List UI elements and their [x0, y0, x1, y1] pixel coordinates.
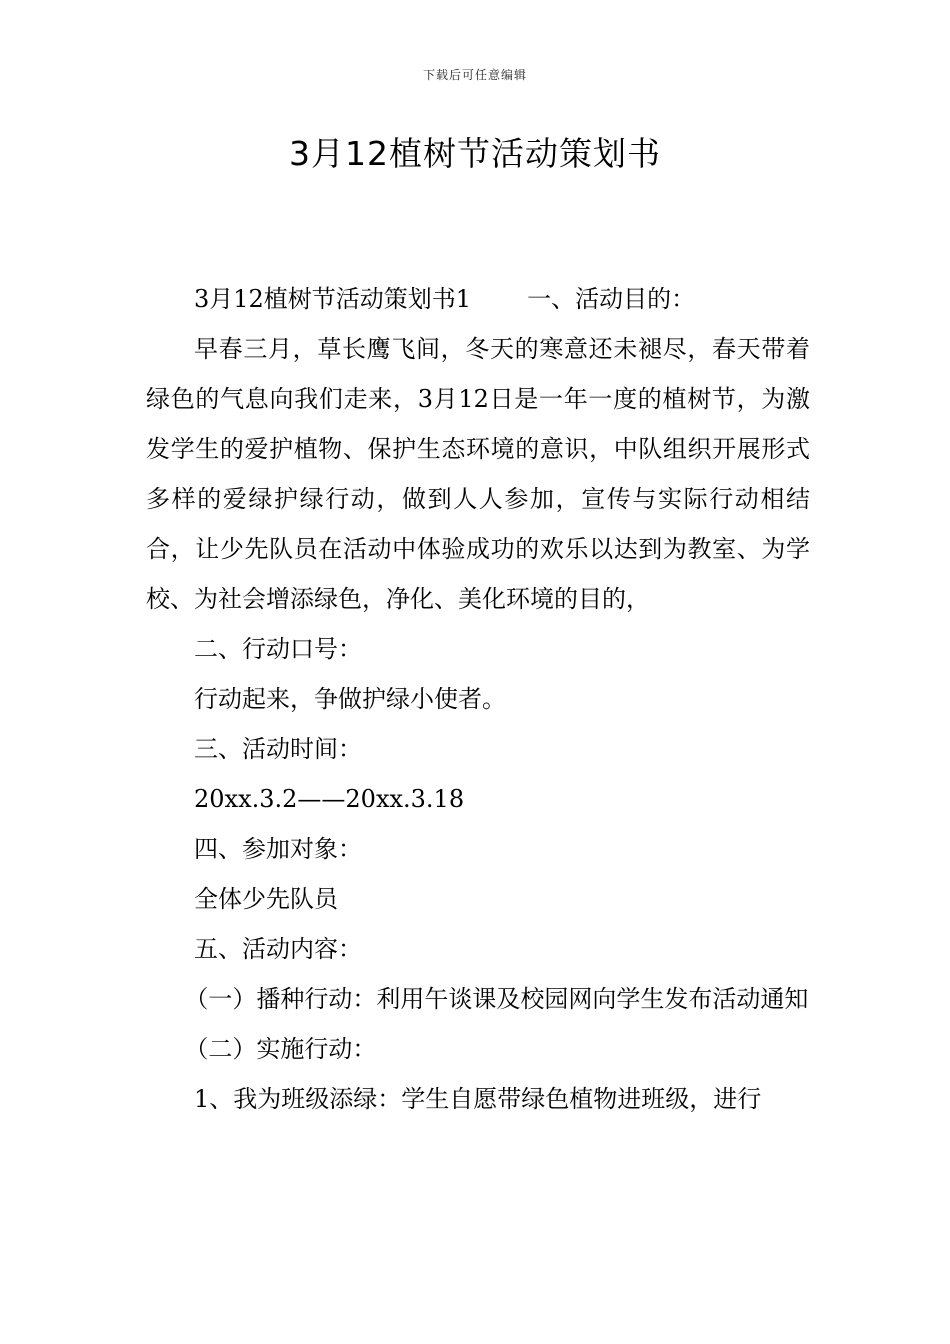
section-heading-content: 五、活动内容： [194, 935, 362, 963]
intro-line [146, 274, 810, 324]
paragraph-purpose: 早春三月，草长鹰飞间，冬天的寒意还未褪尽，春天带着绿色的气息向我们走来，3月12日是一年一度的植树节，为激发学生的爱护植物、保护生态环境的意识，中队组织开展形式多样的爱绿护绿行动，做到人人参加，宣传与实际行动相结合，让少先队员在活动中体验成功的欢乐以达到为教室、为学校、为社会增添绿色，净化、美化环境的目的， [146, 335, 810, 613]
paragraph-time: 20xx.3.2——20xx.3.18 [194, 785, 465, 813]
paragraph-sowing-action: （一）播种行动：利用午谈课及校园网向学生发布活动通知 [184, 985, 809, 1013]
paragraph-implementation: （二）实施行动： [184, 1035, 377, 1063]
section-heading-slogan: 二、行动口号： [194, 635, 362, 663]
paragraph-class-greening: 1、我为班级添绿：学生自愿带绿色植物进班级，进行 [194, 1085, 762, 1113]
section-heading-participants: 四、参加对象： [194, 835, 362, 863]
document-body [146, 274, 810, 1124]
paragraph-participants: 全体少先队员 [194, 885, 338, 913]
paragraph-slogan: 行动起来，争做护绿小使者。 [194, 685, 506, 713]
header-note: 下载后可任意编辑 [422, 68, 527, 82]
section-heading-time: 三、活动时间： [194, 735, 362, 763]
document-title: 3月12植树节活动策划书 [289, 134, 661, 173]
sub-title: 3月12植树节活动策划书1 [194, 285, 472, 313]
section-heading-purpose: 一、活动目的： [527, 285, 696, 313]
